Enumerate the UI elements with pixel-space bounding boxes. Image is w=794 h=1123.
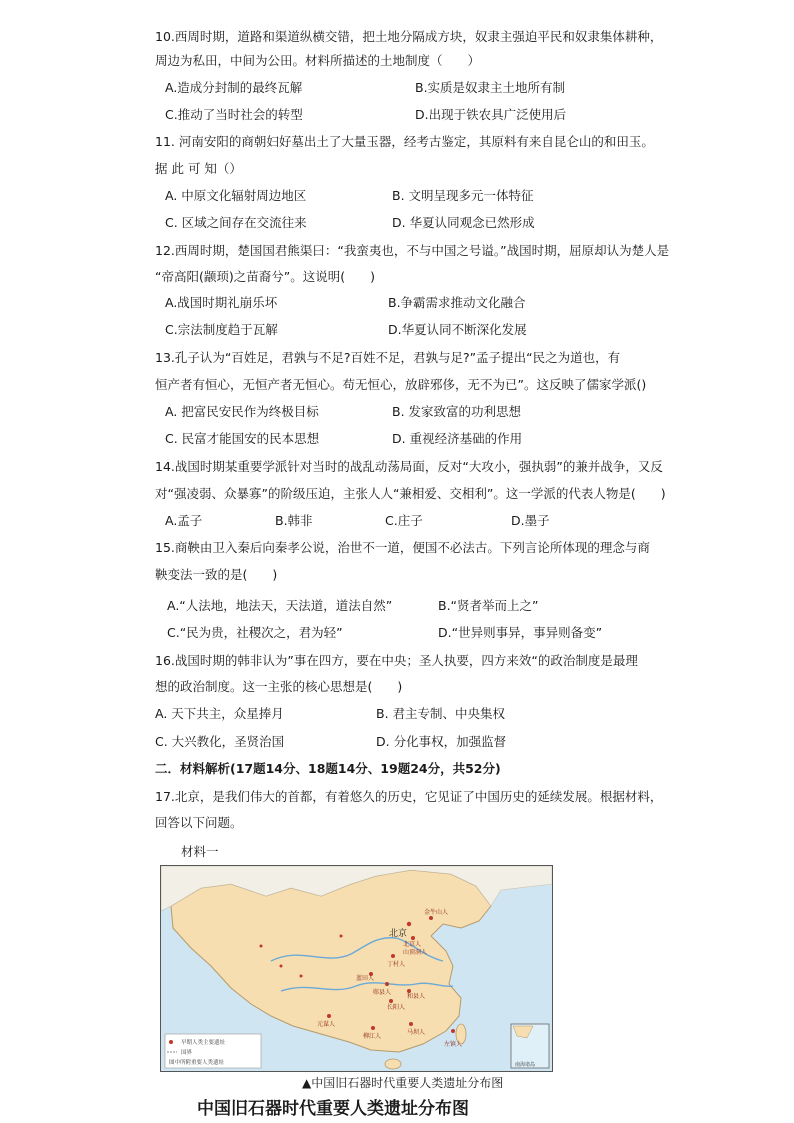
q11-option-a: A. 中原文化辐射周边地区 — [165, 188, 307, 203]
q12-option-c: C.宗法制度趋于瓦解 — [165, 322, 278, 337]
q16-line1: 16.战国时期的韩非认为”事在四方，要在中央；圣人执要，四方来效“的政治制度是最理 — [155, 653, 638, 668]
material-one-label: 材料一 — [181, 844, 219, 859]
site-label: 北京人 — [403, 941, 422, 948]
q11-line2: 据 此 可 知（） — [155, 161, 242, 176]
paleolithic-sites-map — [160, 865, 553, 1072]
site-label: 左镇人 — [444, 1041, 463, 1048]
inset-label: 南海诸岛 — [515, 1062, 536, 1068]
q13-line2: 恒产者有恒心，无恒产者无恒心。苟无恒心，放辟邪侈，无不为已”。这反映了儒家学派() — [155, 377, 647, 392]
site-label: 山顶洞人 — [403, 949, 428, 956]
q10-option-d: D.出现于铁农具广泛使用后 — [415, 107, 567, 122]
q10-option-a: A.造成分封制的最终瓦解 — [165, 80, 303, 95]
site-marker — [260, 945, 263, 948]
site-marker — [327, 1014, 331, 1018]
q12-line1: 12.西周时期，楚国国君熊渠曰：“我蛮夷也，不与中国之号谥。”战国时期，屈原却认为楚人是 — [155, 243, 670, 258]
q11-option-d: D. 华夏认同观念已然形成 — [392, 215, 535, 230]
site-marker — [409, 1022, 413, 1026]
q12-option-b: B.争霸需求推动文化融合 — [388, 295, 526, 310]
q17-line1: 17.北京，是我们伟大的首都，有着悠久的历史，它见证了中国历史的延续发展。根据材料， — [155, 789, 663, 804]
site-marker — [391, 954, 395, 958]
q15-line1: 15.商鞅由卫入秦后向秦孝公说，治世不一道，便国不必法古。下列言论所体现的理念与商 — [155, 540, 650, 555]
q16-option-a: A. 天下共主，众星捧月 — [155, 706, 284, 721]
q15-option-d: D.“世异则事异，事异则备变” — [438, 625, 603, 640]
section-2-heading: 二．材料解析(17题14分、18题14分、19题24分，共52分) — [155, 761, 501, 776]
map-caption-small: ▲中国旧石器时代重要人类遗址分布图 — [302, 1076, 504, 1090]
q16-line2: 想的政治制度。这一主张的核心思想是( ) — [155, 679, 403, 694]
q16-option-d: D. 分化事权，加强监督 — [376, 734, 507, 749]
site-marker — [300, 975, 303, 978]
site-marker — [340, 935, 343, 938]
site-marker — [411, 936, 415, 940]
q14-option-c: C.庄子 — [385, 513, 423, 528]
q14-line1: 14.战国时期某重要学派针对当时的战乱动荡局面，反对“大攻小，强执弱”的兼并战争，又反 — [155, 459, 663, 474]
q13-option-a: A. 把富民安民作为终极目标 — [165, 404, 319, 419]
hainan-island — [385, 1059, 401, 1069]
q10-option-c: C.推动了当时社会的转型 — [165, 107, 303, 122]
site-marker — [371, 1026, 375, 1030]
q16-option-b: B. 君主专制、中央集权 — [376, 706, 506, 721]
q14-option-b: B.韩非 — [275, 513, 313, 528]
site-label: 元谋人 — [317, 1021, 336, 1028]
q13-line1: 13.孔子认为“百姓足，君孰与不足?百姓不足，君孰与足?”孟子提出“民之为道也，有 — [155, 350, 621, 365]
site-label: 金牛山人 — [424, 909, 449, 916]
site-label: 长阳人 — [387, 1004, 406, 1011]
site-marker-beijing — [407, 922, 411, 926]
q14-option-a: A.孟子 — [165, 513, 203, 528]
q10-option-b: B.实质是奴隶主土地所有制 — [415, 80, 566, 95]
q14-option-d: D.墨子 — [511, 513, 550, 528]
site-marker — [385, 982, 389, 986]
legend-site-symbol — [169, 1040, 173, 1044]
q17-line2: 回答以下问题。 — [155, 815, 243, 830]
q15-line2: 鞅变法一致的是( ) — [155, 567, 278, 582]
q12-option-a: A.战国时期礼崩乐坏 — [165, 295, 278, 310]
site-label: 马坝人 — [407, 1029, 426, 1036]
site-label: 丁村人 — [387, 961, 406, 968]
q12-line2: “帝高阳(颛顼)之苗裔兮”。这说明( ) — [155, 269, 375, 284]
q11-line1: 11. 河南安阳的商朝妇好墓出土了大量玉器，经考古鉴定，其原料有来自昆仑山的和田玉。 — [155, 134, 654, 149]
beijing-label: 北京 — [389, 929, 408, 939]
site-label: 郧县人 — [373, 989, 392, 996]
map-caption-title: 中国旧石器时代重要人类遗址分布图 — [197, 1099, 469, 1119]
q15-option-a: A.“人法地，地法天，天法道，道法自然” — [167, 598, 393, 613]
legend-item: 图中所附重要人类遗址 — [169, 1060, 225, 1066]
q12-option-d: D.华夏认同不断深化发展 — [388, 322, 527, 337]
q11-option-c: C. 区域之间存在交流往来 — [165, 215, 307, 230]
site-marker — [280, 965, 283, 968]
south-sea-inset — [511, 1024, 549, 1068]
site-label: 柳江人 — [363, 1033, 382, 1040]
q14-line2: 对“强凌弱、众暴寡”的阶级压迫，主张人人“兼相爱、交相利”。这一学派的代表人物是( ) — [155, 486, 666, 501]
site-label: 和县人 — [407, 993, 426, 1000]
q13-option-d: D. 重视经济基础的作用 — [392, 431, 523, 446]
q15-option-b: B.“贤者举而上之” — [438, 598, 539, 613]
q13-option-b: B. 发家致富的功利思想 — [392, 404, 522, 419]
q10-line2: 周边为私田，中间为公田。材料所描述的土地制度（ ） — [155, 53, 481, 68]
legend-item: 早期人类主要遗址 — [181, 1040, 226, 1046]
map-graphic — [161, 866, 552, 1071]
q13-option-c: C. 民富才能国安的民本思想 — [165, 431, 320, 446]
q16-option-c: C. 大兴教化，圣贤治国 — [155, 734, 285, 749]
site-marker — [451, 1029, 455, 1033]
q10-line1: 10.西周时期，道路和渠道纵横交错，把土地分隔成方块，奴隶主强迫平民和奴隶集体耕种， — [155, 29, 663, 44]
map-legend — [165, 1034, 261, 1068]
q11-option-b: B. 文明呈现多元一体特征 — [392, 188, 534, 203]
legend-item: 国界 — [181, 1050, 193, 1056]
site-label: 蓝田人 — [356, 975, 375, 982]
site-marker — [389, 999, 393, 1003]
site-marker — [429, 916, 433, 920]
q15-option-c: C.“民为贵，社稷次之，君为轻” — [167, 625, 343, 640]
